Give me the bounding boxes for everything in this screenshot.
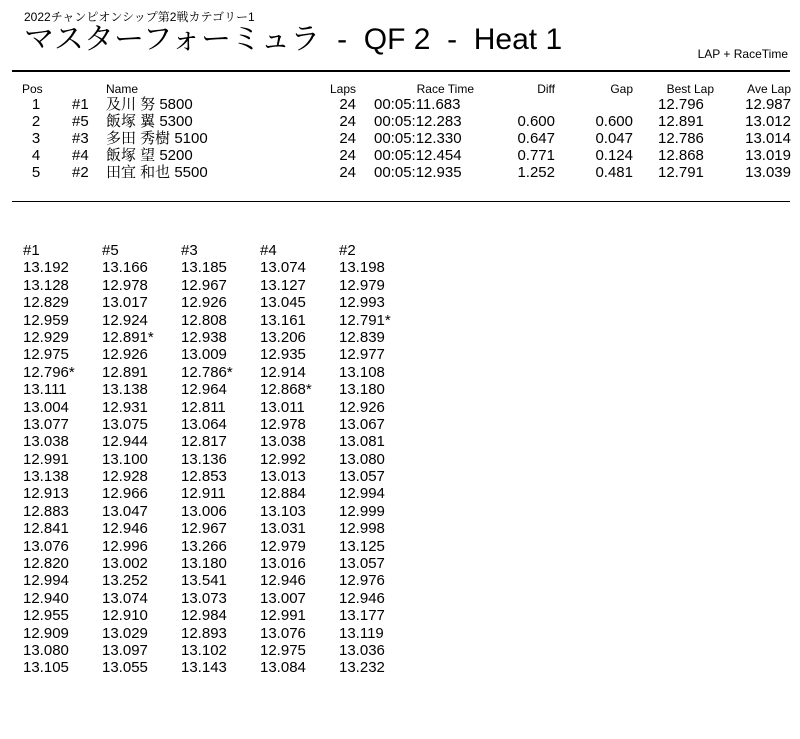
result-driver-name: 及川 努 5800 [106, 96, 193, 113]
column-header-pos: Pos [22, 82, 43, 96]
lap-time-cell: 12.841 [23, 520, 69, 538]
lap-time-cell: 13.084 [260, 659, 306, 677]
column-header-diff: Diff [537, 82, 555, 96]
lap-time-cell: 13.128 [23, 276, 69, 294]
lap-time-cell: 12.829 [23, 294, 69, 312]
lap-time-cell: 12.893 [181, 624, 227, 642]
result-car-number: #1 [72, 96, 89, 113]
lap-time-cell: 12.975 [260, 641, 306, 659]
lap-time-cell: 13.074 [102, 589, 148, 607]
column-header-gap: Gap [610, 82, 633, 96]
lap-time-cell: 12.914 [260, 363, 306, 381]
lap-time-cell: 13.541 [181, 572, 227, 590]
result-driver-name: 多田 秀樹 5100 [106, 130, 208, 147]
lap-time-cell: 12.991 [260, 607, 306, 625]
result-race-time: 00:05:12.330 [374, 130, 462, 147]
lap-time-cell: 13.105 [23, 659, 69, 677]
lap-time-cell: 13.192 [23, 259, 69, 277]
results-header-row [0, 82, 800, 96]
lap-time-cell: 12.891* [102, 328, 154, 346]
lap-time-cell: 12.820 [23, 555, 69, 573]
column-header-laps: Laps [329, 82, 356, 96]
lap-time-cell: 13.057 [339, 555, 385, 573]
result-car-number: #4 [72, 147, 89, 164]
result-gap: 0.600 [595, 113, 633, 130]
lap-time-cell: 12.992 [260, 450, 306, 468]
lap-time-cell: 13.074 [260, 259, 306, 277]
lap-time-cell: 12.977 [339, 346, 385, 364]
lap-time-cell: 13.002 [102, 555, 148, 573]
result-row [0, 96, 800, 113]
lap-time-cell: 12.978 [102, 276, 148, 294]
event-subtitle: 2022チャンピオンシップ第2戦カテゴリー1 [24, 10, 255, 24]
lap-time-cell: 13.006 [181, 502, 227, 520]
lap-time-cell: 13.185 [181, 259, 227, 277]
lap-time-cell: 13.232 [339, 659, 385, 677]
lap-time-cell: 13.080 [339, 450, 385, 468]
lap-time-cell: 12.935 [260, 346, 306, 364]
lap-time-cell: 13.097 [102, 641, 148, 659]
lap-time-cell: 13.177 [339, 607, 385, 625]
lap-time-cell: 13.045 [260, 294, 306, 312]
page-title: マスターフォーミュラ - QF 2 - Heat 1 [24, 23, 563, 56]
lap-time-cell: 13.103 [260, 502, 306, 520]
lap-time-cell: 13.036 [339, 641, 385, 659]
result-gap: 0.047 [595, 130, 633, 147]
lap-time-cell: 13.138 [102, 381, 148, 399]
lap-time-cell: 12.884 [260, 485, 306, 503]
lap-time-cell: 12.913 [23, 485, 69, 503]
lap-time-cell: 12.910 [102, 607, 148, 625]
lap-time-cell: 13.057 [339, 468, 385, 486]
lap-column-header: #4 [260, 242, 277, 259]
lap-time-cell: 13.076 [260, 624, 306, 642]
result-ave-lap: 13.039 [745, 164, 791, 181]
lap-time-cell: 13.067 [339, 415, 385, 433]
lap-time-cell: 13.266 [181, 537, 227, 555]
result-pos: 2 [31, 113, 41, 130]
lap-time-cell: 12.924 [102, 311, 148, 329]
timing-mode-label: LAP + RaceTime [697, 47, 788, 61]
lap-time-cell: 13.013 [260, 468, 306, 486]
results-divider [12, 201, 790, 202]
lap-time-cell: 12.975 [23, 346, 69, 364]
lap-time-cell: 13.009 [181, 346, 227, 364]
lap-time-cell: 12.808 [181, 311, 227, 329]
lap-time-cell: 13.119 [339, 624, 384, 642]
lap-time-cell: 12.839 [339, 328, 385, 346]
lap-time-cell: 12.796* [23, 363, 75, 381]
result-laps: 24 [339, 96, 356, 113]
lap-time-cell: 13.076 [23, 537, 69, 555]
lap-time-cell: 13.111 [23, 381, 67, 399]
result-race-time: 00:05:12.283 [374, 113, 462, 130]
result-laps: 24 [339, 113, 356, 130]
result-ave-lap: 13.014 [745, 130, 791, 147]
lap-time-cell: 13.161 [260, 311, 306, 329]
result-diff: 0.771 [517, 147, 555, 164]
result-diff: 1.252 [517, 164, 555, 181]
lap-time-cell: 13.038 [260, 433, 306, 451]
result-pos: 4 [31, 147, 41, 164]
result-race-time: 00:05:11.683 [374, 96, 461, 113]
lap-time-cell: 12.929 [23, 328, 69, 346]
result-ave-lap: 13.012 [745, 113, 791, 130]
lap-column-header: #3 [181, 242, 198, 259]
results-table [0, 82, 800, 181]
lap-time-cell: 12.967 [181, 276, 227, 294]
lap-time-cell: 13.206 [260, 328, 306, 346]
lap-time-cell: 12.979 [260, 537, 306, 555]
lap-time-cell: 12.883 [23, 502, 69, 520]
lap-time-cell: 12.926 [181, 294, 227, 312]
result-best-lap: 12.868 [658, 147, 704, 164]
lap-time-cell: 12.909 [23, 624, 69, 642]
result-gap: 0.124 [595, 147, 633, 164]
lap-time-cell: 13.016 [260, 555, 306, 573]
result-race-time: 00:05:12.935 [374, 164, 462, 181]
lap-time-cell: 13.180 [181, 555, 227, 573]
lap-time-cell: 12.940 [23, 589, 69, 607]
lap-time-cell: 12.938 [181, 328, 227, 346]
lap-time-cell: 12.967 [181, 520, 227, 538]
result-ave-lap: 13.019 [745, 147, 791, 164]
lap-time-cell: 13.064 [181, 415, 227, 433]
result-driver-name: 飯塚 翼 5300 [106, 113, 193, 130]
lap-time-cell: 12.979 [339, 276, 385, 294]
result-best-lap: 12.796 [658, 96, 704, 113]
lap-time-cell: 13.047 [102, 502, 148, 520]
result-car-number: #5 [72, 113, 89, 130]
lap-time-cell: 13.108 [339, 363, 385, 381]
result-row [0, 147, 800, 164]
lap-time-cell: 12.928 [102, 468, 148, 486]
header-divider [12, 70, 790, 72]
lap-time-cell: 13.125 [339, 537, 385, 555]
lap-time-cell: 12.931 [102, 398, 148, 416]
lap-column-header: #5 [102, 242, 119, 259]
lap-time-cell: 12.891 [102, 363, 148, 381]
result-row [0, 113, 800, 130]
lap-time-cell: 12.966 [102, 485, 148, 503]
lap-time-cell: 13.252 [102, 572, 148, 590]
result-best-lap: 12.791 [658, 164, 704, 181]
lap-time-cell: 13.017 [102, 294, 148, 312]
lap-time-cell: 12.998 [339, 520, 385, 538]
result-driver-name: 田宜 和也 5500 [106, 164, 208, 181]
result-row [0, 130, 800, 147]
lap-time-cell: 12.853 [181, 468, 227, 486]
result-driver-name: 飯塚 望 5200 [106, 147, 193, 164]
lap-time-cell: 12.946 [102, 520, 148, 538]
result-laps: 24 [339, 147, 356, 164]
result-car-number: #3 [72, 130, 89, 147]
result-race-time: 00:05:12.454 [374, 147, 462, 164]
lap-time-cell: 12.991 [23, 450, 69, 468]
lap-time-cell: 13.136 [181, 450, 227, 468]
lap-time-cell: 12.786* [181, 363, 233, 381]
lap-time-cell: 12.791* [339, 311, 391, 329]
lap-time-cell: 12.984 [181, 607, 227, 625]
result-car-number: #2 [72, 164, 89, 181]
lap-time-cell: 12.964 [181, 381, 227, 399]
result-row [0, 164, 800, 181]
lap-time-cell: 13.077 [23, 415, 69, 433]
lap-time-cell: 13.007 [260, 589, 306, 607]
lap-time-cell: 12.811 [181, 398, 226, 416]
lap-time-cell: 13.127 [260, 276, 306, 294]
lap-time-cell: 12.976 [339, 572, 385, 590]
lap-time-cell: 13.081 [339, 433, 385, 451]
lap-time-cell: 12.999 [339, 502, 385, 520]
column-header-best-lap: Best Lap [666, 82, 714, 96]
result-pos: 3 [31, 130, 41, 147]
lap-time-cell: 12.955 [23, 607, 69, 625]
lap-time-cell: 12.926 [102, 346, 148, 364]
lap-time-cell: 13.166 [102, 259, 148, 277]
lap-time-cell: 12.994 [339, 485, 385, 503]
lap-time-cell: 13.038 [23, 433, 69, 451]
result-best-lap: 12.786 [658, 130, 704, 147]
lap-time-cell: 12.944 [102, 433, 148, 451]
lap-time-cell: 13.031 [260, 520, 306, 538]
column-header-name: Name [106, 82, 139, 96]
lap-time-cell: 12.868* [260, 381, 312, 399]
lap-time-cell: 13.198 [339, 259, 385, 277]
lap-time-cell: 13.102 [181, 641, 227, 659]
lap-time-cell: 12.993 [339, 294, 385, 312]
lap-time-cell: 13.143 [181, 659, 227, 677]
result-ave-lap: 12.987 [745, 96, 791, 113]
result-pos: 5 [31, 164, 41, 181]
result-laps: 24 [339, 130, 356, 147]
result-diff: 0.647 [517, 130, 555, 147]
lap-time-cell: 12.911 [181, 485, 226, 503]
lap-time-cell: 13.055 [102, 659, 148, 677]
lap-time-cell: 12.978 [260, 415, 306, 433]
lap-time-cell: 13.075 [102, 415, 148, 433]
lap-time-cell: 13.029 [102, 624, 148, 642]
result-diff: 0.600 [517, 113, 555, 130]
lap-time-cell: 12.817 [181, 433, 227, 451]
result-laps: 24 [339, 164, 356, 181]
column-header-race-time: Race Time [416, 82, 474, 96]
column-header-ave-lap: Ave Lap [747, 82, 791, 96]
result-best-lap: 12.891 [658, 113, 704, 130]
results-body [0, 96, 800, 181]
lap-time-cell: 12.996 [102, 537, 148, 555]
lap-column-header: #1 [23, 242, 40, 259]
lap-time-cell: 13.004 [23, 398, 69, 416]
lap-time-cell: 12.959 [23, 311, 69, 329]
lap-time-cell: 12.994 [23, 572, 69, 590]
lap-time-cell: 13.073 [181, 589, 227, 607]
result-gap: 0.481 [595, 164, 633, 181]
lap-column-header: #2 [339, 242, 356, 259]
lap-time-cell: 13.080 [23, 641, 69, 659]
lap-time-cell: 12.946 [339, 589, 385, 607]
lap-time-cell: 13.011 [260, 398, 305, 416]
lap-time-cell: 12.926 [339, 398, 385, 416]
result-pos: 1 [31, 96, 41, 113]
lap-time-cell: 12.946 [260, 572, 306, 590]
lap-time-cell: 13.180 [339, 381, 385, 399]
lap-time-cell: 13.138 [23, 468, 69, 486]
lap-time-cell: 13.100 [102, 450, 148, 468]
